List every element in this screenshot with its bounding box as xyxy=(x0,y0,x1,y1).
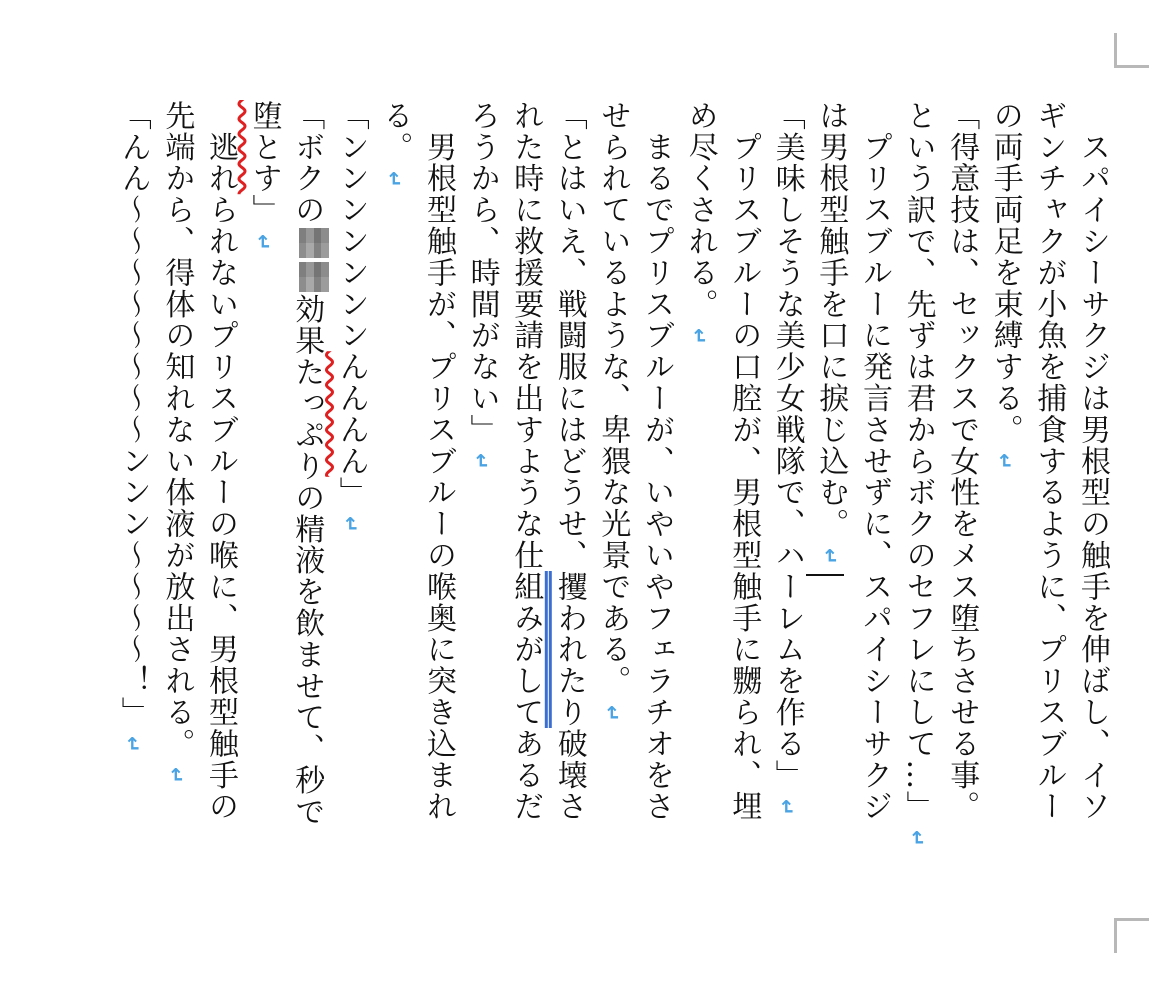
text-column[interactable]: まるでプリスブルーが、いやいやフェラチオをさ xyxy=(639,100,674,823)
text-column[interactable]: め尽くされる。↵ xyxy=(678,100,722,346)
text-column[interactable]: 「ボクの効果たっぷりの精液を飲ませて、秒で xyxy=(285,100,329,827)
grammar-double-underline: 攫われたり xyxy=(551,571,587,728)
paragraph-return-icon: ↵ xyxy=(774,798,799,817)
text-column[interactable]: 「美味しそうな美少女戦隊で、ハーレムを作る」↵ xyxy=(765,100,809,817)
text-column[interactable]: 先端から、得体の知れない体液が放出される。↵ xyxy=(154,100,198,786)
text-column[interactable]: という訳で、先ずは君からボクのセフレにして…」↵ xyxy=(896,100,940,848)
text-column[interactable]: れた時に救援要請を出すような仕組みがしてあるだ xyxy=(508,100,544,823)
paragraph-return-icon: ↵ xyxy=(251,233,276,252)
paragraph-return-icon: ↵ xyxy=(120,736,145,755)
censor-mosaic xyxy=(299,262,329,292)
paragraph-return-icon: ↵ xyxy=(992,453,1017,472)
paragraph-return-icon: ↵ xyxy=(687,327,712,346)
spellcheck-squiggle: 堕とす xyxy=(246,100,282,195)
spellcheck-squiggle: んんんん xyxy=(333,351,369,477)
text-column[interactable]: の両手両足を束縛する。↵ xyxy=(983,100,1027,472)
paragraph-return-icon: ↵ xyxy=(164,767,189,786)
paragraph-return-icon: ↵ xyxy=(818,547,843,566)
paragraph-return-icon: ↵ xyxy=(600,704,625,723)
text-column[interactable]: ギンチャクが小魚を捕食するように、プリスブルー xyxy=(1031,100,1067,823)
text-column[interactable]: は男根型触手を口に捩じ込む。↵ xyxy=(808,100,852,566)
text-column[interactable]: 「ンンンンンンンんんんん」↵ xyxy=(329,100,373,534)
text-column[interactable]: る。↵ xyxy=(372,100,416,189)
page-corner-bottom-right xyxy=(1114,918,1149,953)
text-column[interactable]: せられているような、卑猥な光景である。↵ xyxy=(590,100,634,723)
censor-mosaic xyxy=(299,228,329,258)
paragraph-return-icon: ↵ xyxy=(338,516,363,535)
page-corner-top-right xyxy=(1114,33,1149,68)
text-column[interactable]: 「んん〜〜〜〜〜〜〜〜ンンン〜〜〜〜！」↵ xyxy=(111,100,155,754)
text-column[interactable]: プリスブルーに発言させずに、スパイシーサクジ xyxy=(857,100,892,823)
text-column[interactable]: 「得意技は、セックスで女性をメス堕ちさせる事。 xyxy=(944,100,980,823)
text-column[interactable]: プリスブルーの口腔が、男根型触手に嬲られ、埋 xyxy=(726,100,762,823)
text-column[interactable]: ろうから、時間がない」↵ xyxy=(460,100,504,472)
paragraph-return-icon: ↵ xyxy=(905,830,930,849)
text-column[interactable]: 堕とす」↵ xyxy=(242,100,286,252)
text-cursor xyxy=(806,574,844,576)
text-column[interactable]: 逃れられないプリスブルーの喉に、男根型触手の xyxy=(203,100,238,823)
paragraph-return-icon: ↵ xyxy=(382,170,407,189)
text-column[interactable]: 男根型触手が、プリスブルーの喉奥に突き込まれ xyxy=(421,100,456,823)
text-column[interactable]: スパイシーサクジは男根型の触手を伸ばし、イソ xyxy=(1075,100,1110,823)
text-column[interactable]: 「とはいえ、戦闘服にはどうせ、攫われたり破壊さ xyxy=(551,100,587,823)
paragraph-return-icon: ↵ xyxy=(469,453,494,472)
